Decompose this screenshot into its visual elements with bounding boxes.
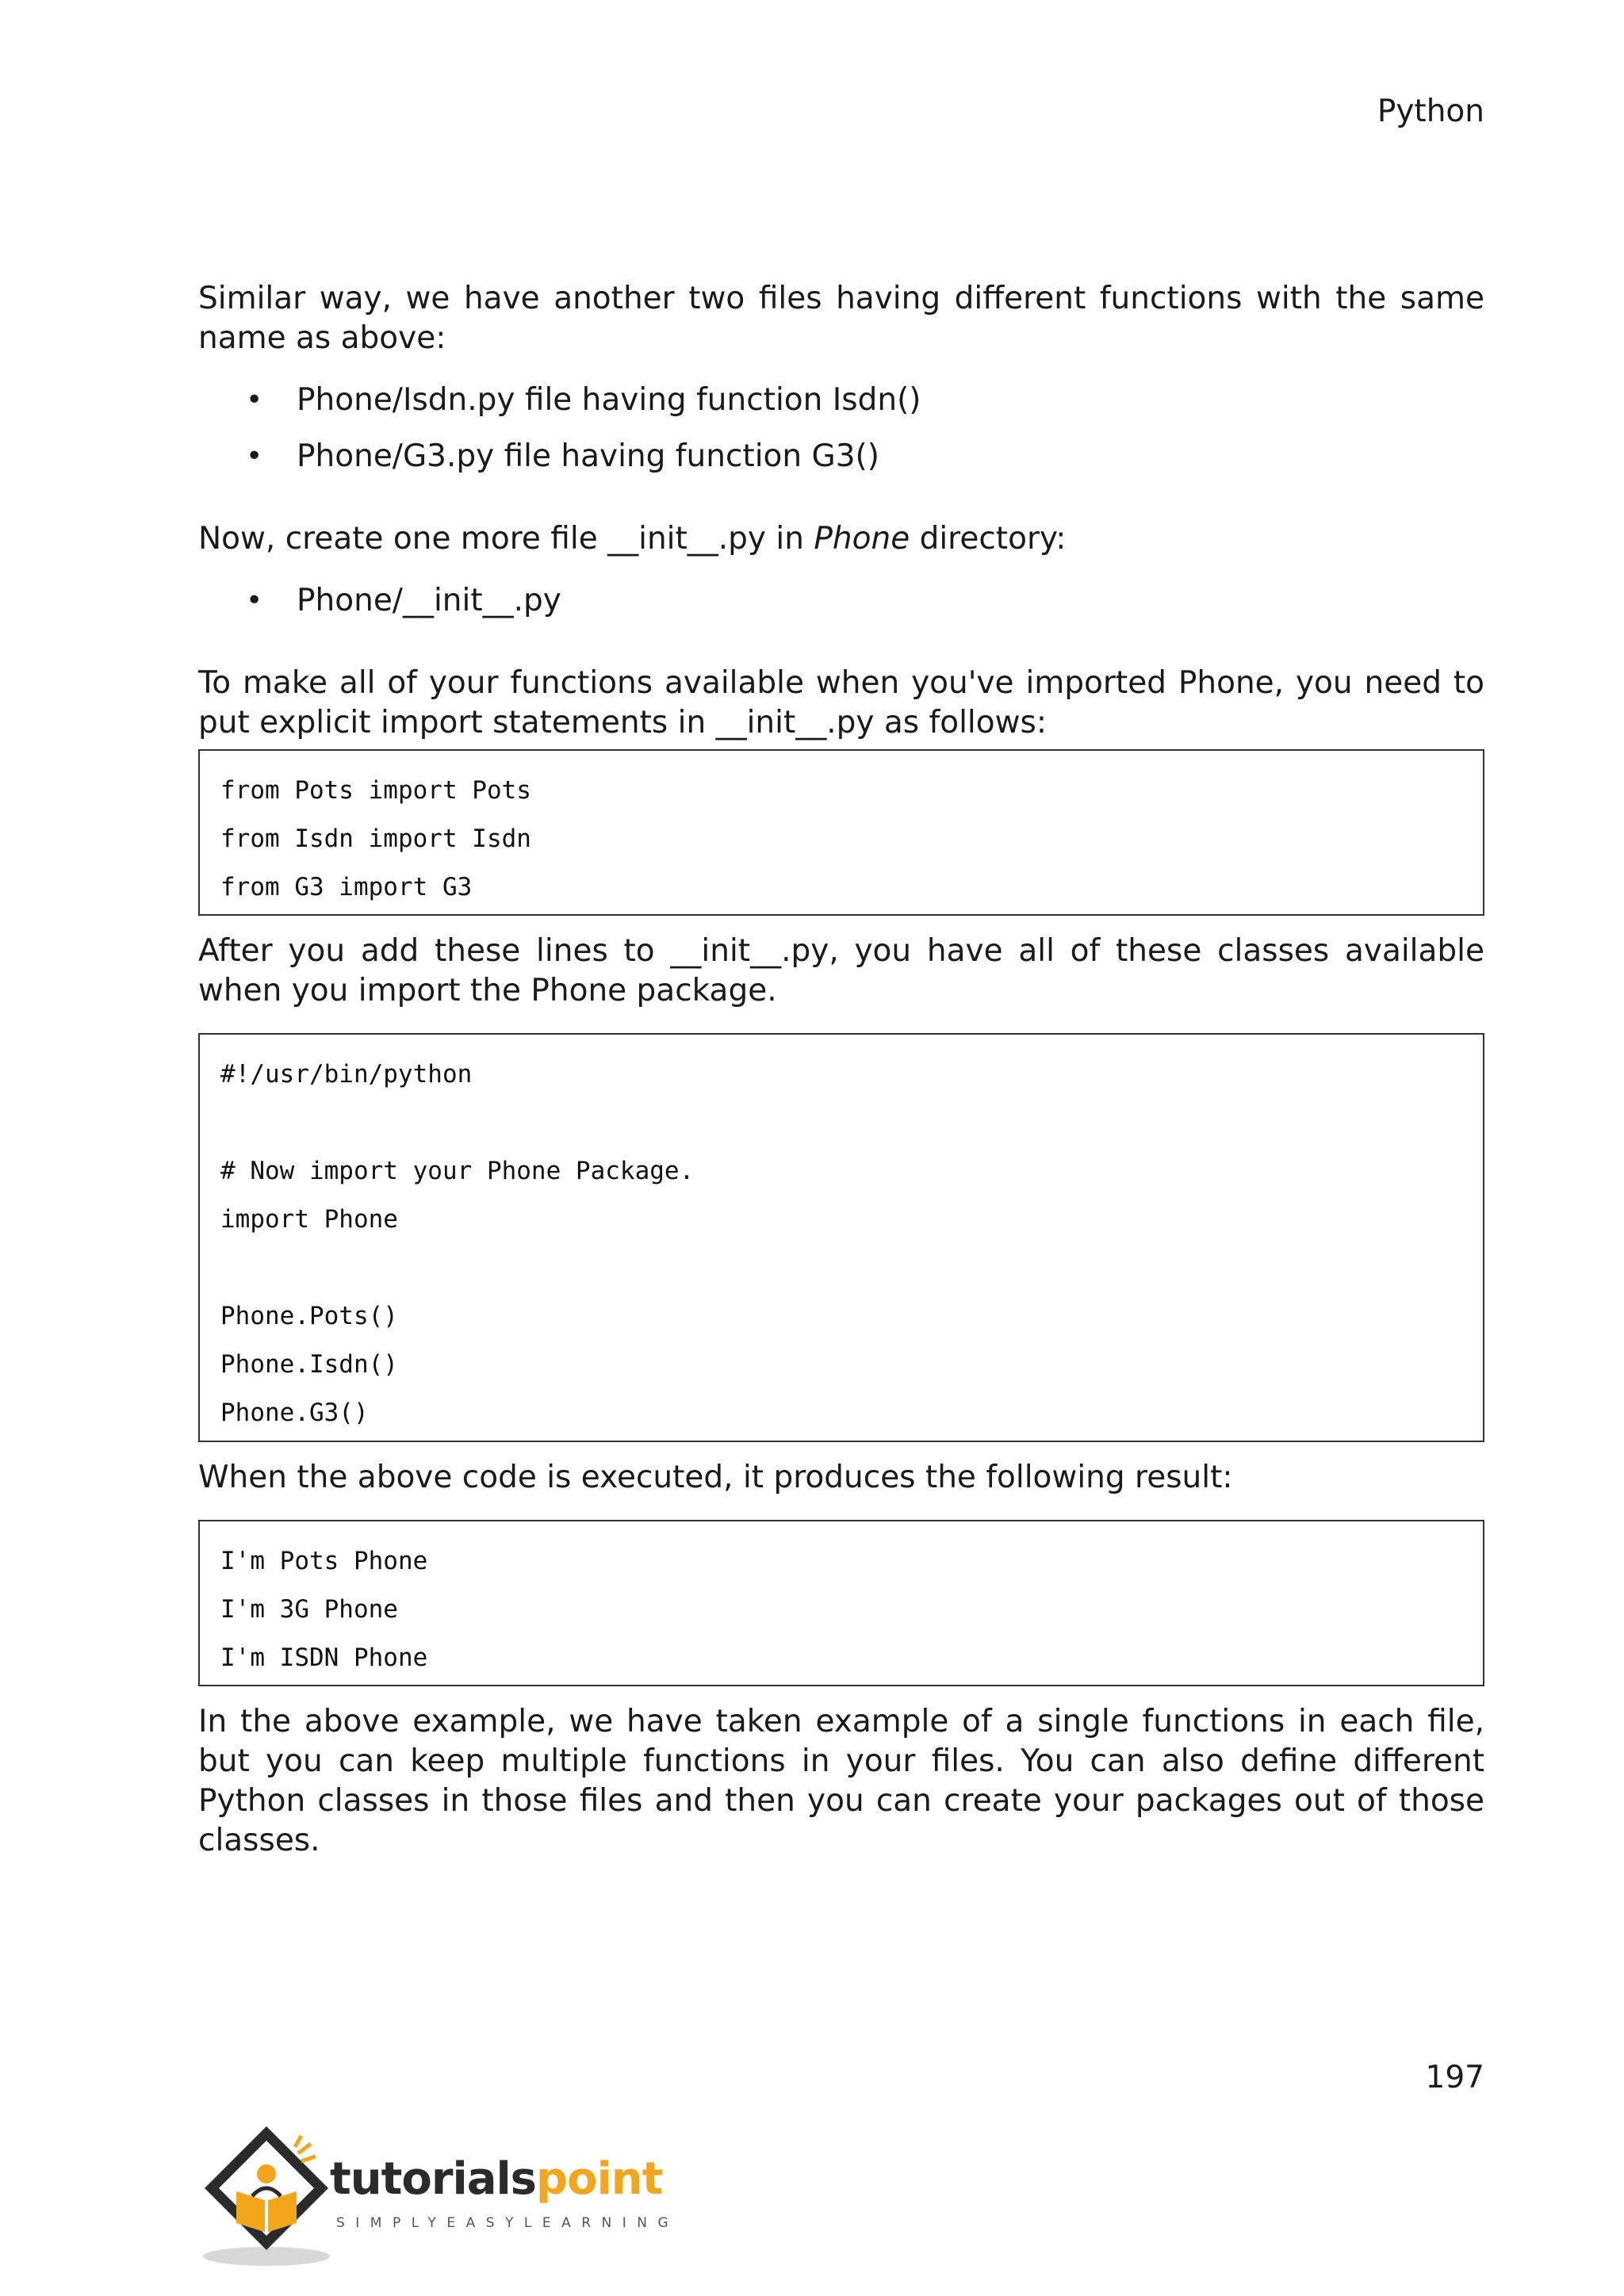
- bullet-icon: •: [246, 584, 263, 617]
- code-line: from Isdn import Isdn: [220, 825, 531, 853]
- code-line: I'm ISDN Phone: [220, 1644, 428, 1672]
- list-item: • Phone/G3.py file having function G3(): [198, 437, 1484, 476]
- code-line: Phone.Isdn(): [220, 1350, 398, 1379]
- result-intro-paragraph: When the above code is executed, it produces the following result:: [198, 1460, 1233, 1495]
- list-item: • Phone/Isdn.py file having function Isdn(): [198, 381, 1484, 437]
- running-header: Python: [1377, 94, 1484, 129]
- code-line: I'm Pots Phone: [220, 1547, 428, 1575]
- conclusion-paragraph: In the above example, we have taken example of a single functions in each file, but you can keep multiple functions in your files. You can also define different Python classes in those files and then you can create your packages out of those classes.: [198, 1704, 1484, 1858]
- intro-paragraph: Similar way, we have another two files having different functions with the same name as above:: [198, 281, 1484, 356]
- code-blank-line: [220, 1099, 1462, 1147]
- tutorialspoint-logo: [195, 2122, 703, 2272]
- list-item: • Phone/__init__.py: [198, 581, 1484, 621]
- create-paragraph: Now, create one more file __init__.py in Phone directory:: [198, 521, 1067, 557]
- code-block-output: [198, 1520, 1484, 1686]
- code-block-usage: [198, 1033, 1484, 1442]
- code-line: #!/usr/bin/python: [220, 1060, 473, 1089]
- bullet-list-init: [198, 581, 1484, 621]
- bullet-icon: •: [246, 384, 263, 416]
- code-line: # Now import your Phone Package.: [220, 1157, 695, 1185]
- code-line: I'm 3G Phone: [220, 1595, 398, 1624]
- logo-tagline: SIMPLYEASYLEARNING: [336, 2215, 680, 2231]
- code-block-imports: [198, 749, 1484, 916]
- bullet-list-files: [198, 381, 1484, 476]
- explain-paragraph: To make all of your functions available when you've imported Phone, you need to put explicit import statements in __init__.py as follows:: [198, 665, 1484, 740]
- code-line: import Phone: [220, 1205, 398, 1234]
- bullet-icon: •: [246, 440, 263, 473]
- page-content: [198, 279, 1484, 1861]
- after-paragraph: After you add these lines to __init__.py, you have all of these classes available when you import the Phone package.: [198, 933, 1484, 1008]
- code-line: Phone.G3(): [220, 1399, 369, 1427]
- code-blank-line: [220, 1244, 1462, 1292]
- code-line: Phone.Pots(): [220, 1302, 398, 1330]
- code-line: from Pots import Pots: [220, 776, 531, 805]
- logo-wordmark: tutorialspoint: [330, 2153, 663, 2205]
- page-number: 197: [1425, 2060, 1484, 2095]
- code-line: from G3 import G3: [220, 873, 473, 901]
- logo-emblem-icon: [195, 2122, 338, 2272]
